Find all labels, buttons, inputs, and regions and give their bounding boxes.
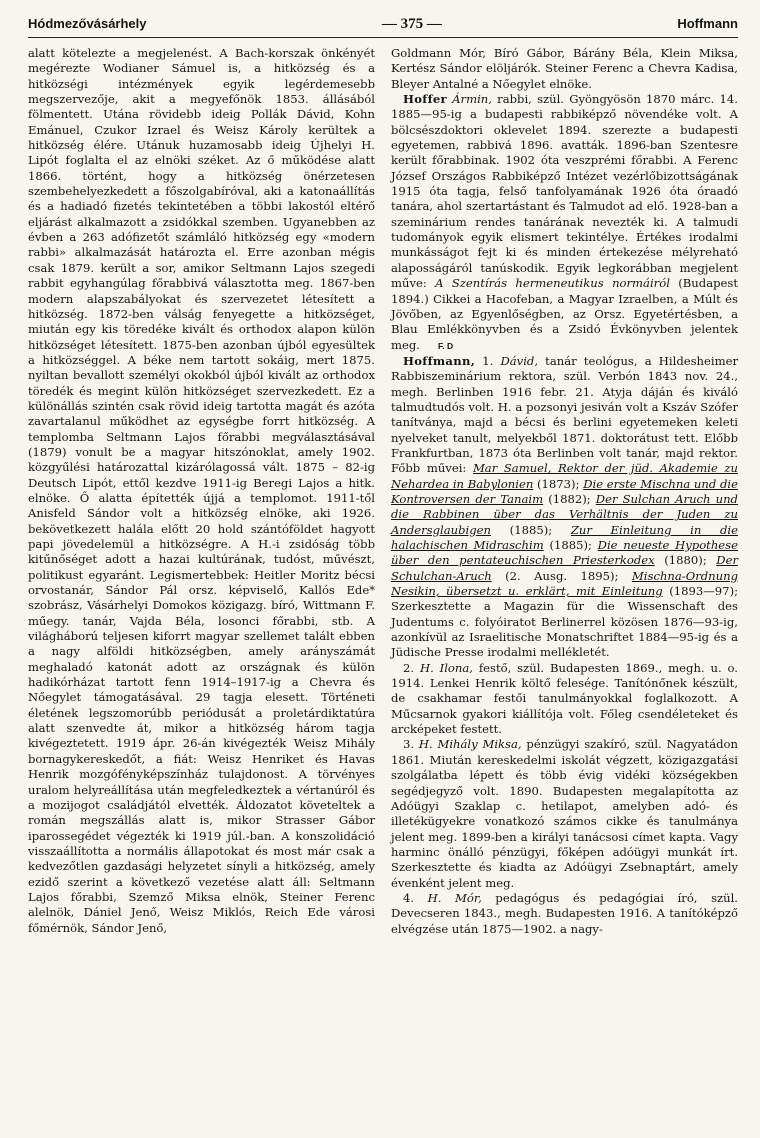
work-title: Zur Einleitung in die halachischen Midraschim — [391, 522, 738, 552]
entry-ilona-text: festő, szül. Budapesten 1869., megh. u. o. 1914. Lenkei Henrik költő felesége. Tanítónőnek készült, de csakhamar festői tanulmányokkal foglalkozott. A Műcsarnok gyakori kiállítója volt. Főleg csendéleteket és arcképeket festett. — [391, 660, 738, 737]
entry-mor-name: H. Mór, — [427, 890, 482, 905]
entry-mor — [391, 891, 738, 937]
entry-hoffer-text-a: rabbi, szül. Gyöngyösön 1870 márc. 14. 1885—95-ig a budapesti rabbiképző növendéke volt. A bölcsészdoktori oklevelet 1894. szerezte a budapesti egyetemen, rabbivá 1896. avatták. 1896-ban Szentesre került főrabbinak. 1902 óta veszprémi főrabbi. A Ferenc József Országos Rabbiképző Intézet vezérlőbizottságának 1915 óta tagja, felső tanfolyamának 1926 óta óraadó tanára, ahol szertartástant és Talmudot ad elő. 1928-ban a szeminárium rendes tanárának nevezték ki. A talmudi tudományok egyik elismert tekintélye. Értékes irodalmi munkásságot fejt ki és minden értekezése mélyreható alaposságáról tanúskodik. Egyik legkorábban megjelent műve: — [391, 92, 738, 291]
columns — [28, 46, 738, 937]
header-left: Hódmezővásárhely — [28, 16, 147, 31]
work-year: (2. Ausg. 1895); — [491, 568, 632, 583]
running-header — [28, 16, 738, 38]
entry-hoffmann-first: Dávid, — [500, 353, 539, 368]
entry-ilona-name: H. Ilona, — [419, 660, 473, 675]
left-column — [28, 46, 375, 937]
work-title: Der Schulchan-Aruch — [391, 553, 738, 583]
entry-hoffer-first: Ármin, — [452, 92, 492, 107]
entry-mihaly-text: pénzügyi szakíró, szül. Nagyatádon 1861. Miután kereskedelmi iskolát végzett, közigazgatási szolgálatba lépett és több évig vidéki községekben segédjegyző volt. 1890. Budapesten megalapította az Adóügyi Szaklap c. hetilapot, amelyben adó- és illetékügyekre vonatkozó számos cikke és tanulmánya jelent meg. 1899-ben a királyi tanácsosi címet kapta. Vagy harminc önálló pénzügyi, főképen adóügyi munkát írt. Szerkesztette és kiadta az Adóügyi Zsebnaptárt, amely évenként jelent meg. — [391, 737, 738, 890]
entry-ilona — [391, 661, 738, 738]
entry-mor-text: pedagógus és pedagógiai író, szül. Devecseren 1843., megh. Budapesten 1916. A tanítóképző elvégzése után 1875—1902. a nagy- — [391, 890, 738, 936]
work-title: Die neueste Hypothese über den pentateuchischen Priesterkodex — [391, 538, 738, 568]
entry-mihaly-name: H. Mihály Miksa, — [418, 737, 522, 752]
entry-hoffmann-name: Hoffmann, — [403, 353, 476, 368]
entry-ilona-num: 2. — [403, 660, 420, 675]
entry-hoffmann-text-a: tanár teológus, a Hildesheimer Rabbiszeminárium rektora, szül. Verbón 1843 nov. 24., megh. Berlinben 1916 febr. 21. Atyja dáján és kiváló talmudtudós volt. H. a pozsonyi jesiván volt a Kszáv Szófer tanítványa, majd a bécsi és berlini egyetemeken keleti nyelveket tanult, melyekből 1871. doktorátust tett. Előbb Frankfurtban, 1873 óta Berlinben volt tanár, majd rektor. Főbb művei: — [391, 353, 738, 476]
entry-hoffer — [391, 92, 738, 354]
entry-hoffer-text-b: (Budapest 1894.) Cikkei a Hacofeban, a Magyar Izraelben, a Múlt és Jövőben, az Egyenlőségben, az Orsz. Egyetértésben, a Blau Emlékkönyvben és a Zsidó Évkönyvben jelentek meg. — [391, 276, 738, 352]
work-year: (1880); — [654, 553, 717, 568]
entry-mihaly-num: 3. — [403, 737, 419, 752]
work-year: (1873); — [533, 476, 584, 491]
entry-hoffer-signature: F. D — [437, 340, 454, 351]
work-year: (1885); — [543, 538, 598, 552]
entry-hoffmann-text-b: Szerkesztette a Magazin für die Wissenschaft des Judentums c. folyóiratot Berlinerrel közösen 1876—93-ig, azonkívül az Israelitische Monatschriftet 1884—95-ig és a Jüdische Presse irodalmi mellékletét. — [391, 599, 738, 660]
entry-hoffmann-intro: 1. — [475, 353, 501, 368]
header-right: Hoffmann — [677, 16, 738, 31]
work-year: (1885); — [491, 522, 571, 537]
right-column — [391, 46, 738, 937]
work-title: Mischna-Ordnung Nesikin, übersetzt u. erklärt, mit Einleitung — [391, 568, 738, 599]
entry-mihaly — [391, 737, 738, 890]
entry-hoffmann — [391, 354, 738, 661]
left-paragraph: alatt kötelezte a megjelenést. A Bach-korszak önkényét megérezte Wodianer Sámuel is, a hitközség és a hitközségi intézmények egyik legérdemesebb megszervezője, akit a megyefőnök 1853. állásából fölmentett. Utána rövidebb ideig Pollák Dávid, Kohn Emánuel, Czukor Izrael és Weisz Károly kerültek a hitközség élére. Utánuk huzamosabb ideig Újhelyi H. Lipót foglalta el az elnöki széket. Az ő működése alatt 1866. történt, hogy a hitközség önérzetesen szembehelyezkedett a főszolgabíróval, aki a katonaállítás és a hadiadó fizetés tekintetében a többi lakostól eltérő eljárást alkalmazott a zsidókkal szemben. Ugyanebben az évben a 263 adófizetőt számláló hitközség egy «modern rabbi» alkalmazását határozta el. Erre azonban mégis csak 1879. került a sor, amikor Seltmann Lajos szegedi rabbit egyhangúlag főrabbivá választotta meg. 1867-ben modern alapszabályokat és szervezetet létesített a hitközség. 1872-ben válság fenyegette a hitközséget, miután egy kis töredéke kivált és orthodox alapon külön hitközséget létesített. 1875-ben azonban újból egyesültek a hitközséggel. A béke nem tartott sokáig, mert 1875. nyiltan bevallott személyi okokból újból kivált az orthodox töredék és megint külön hitközséget szervezkedett. Ez a különállás szintén csak rövid ideig tartotta magát és azóta zavartalanul működhet az egységbe forrt hitközség. A templomba Seltmann Lajos főrabbi megválasztásával (1879) vonult be a magyar hitszónoklat, amely 1902. közgyűlési határozattal kizárólagossá vált. 1875 – 82-ig Deutsch Lipót, ettől kezdve 1911-ig Beregi Lajos a hitk. elnöke. Ő alatta építették újjá a templomot. 1911-től Anisfeld Sándor volt a hitközség elnöke, aki 1926. bekövetkezett halála előtt 20 hold szántóföldet hagyott papi jövedelemül a hitközségre. A H.-i zsidóság több kitűnőséget adott a hazai kultúrának, tudóst, művészt, politikust egyaránt. Legismertebbek: Heitler Moritz bécsi orvostanár, Sándor Pál orsz. képviselő, Kallós Ede* szobrász, Vásárhelyi Domokos közigazg. bíró, Wittmann F. műegy. tanár, Vajda Béla, losonci főrabbi, stb. A világháború teljesen kiforrt magyar szellemet talált ebben a nagy alföldi hitközségben, amely arányszámát meghaladó katonát adott az országnak és külön hadikórházat tartott fenn 1914–1917-ig a Chevra és Nőegylet támogatásával. 29 tagja elesett. Történeti életének legszomorúbb periódusát a proletárdiktatúra alatt szenvedte át, mikor a hitközség három tagja kivégeztetett. 1919 ápr. 26-án kivégezték Weisz Mihály bornagykereskedőt, a fiát: Weisz Henriket és Havas Henrik mozgófényképszínház tulajdonost. A törvényes uralom helyreállítása után megfeledkeztek a vértanúról és a mozijogot családjától elvették. Áldozatot követeltek a román megszállás alatt is, mikor Strasser Gábor iparossegédet végezték ki 1919 júl.-ban. A konszolidáció visszaállította a normális állapotokat és most már csak a kedvezőtlen gazdasági helyzetet sínyli a hitközség, amely ezidő szerint a következő vezetése alatt áll: Seltmann Lajos főrabbi, Szemző Miksa elnök, Steiner Ferenc alelnök, Dániel Jenő, Weisz Miklós, Reich Ede városi főmérnök, Sándor Jenő, — [28, 46, 375, 935]
right-paragraph-continuation: Goldmann Mór, Bíró Gábor, Bárány Béla, Klein Miksa, Kertész Sándor elöljárók. Steiner Ferenc a Chevra Kadisa, Bleyer Antalné a Nőegylet elnöke. — [391, 46, 738, 91]
entry-mor-num: 4. — [403, 890, 428, 905]
page-number: — 375 — — [381, 16, 442, 32]
entry-hoffer-book: A Szentírás hermeneutikus normáiról — [435, 276, 670, 291]
work-title: Die erste Mischna und die Kontroversen der Tanaim — [391, 476, 738, 506]
entry-hoffer-name: Hoffer — [403, 92, 447, 107]
work-year: (1882); — [543, 491, 596, 506]
work-title: Der Sulchan Aruch und die Rabbinen über das Verhältnis der Juden zu Andersglaubigen — [391, 491, 738, 537]
work-year: (1893—97); — [662, 584, 738, 599]
work-title: Mar Samuel, Rektor der jüd. Akademie zu Nehardea in Babylonien — [391, 461, 738, 491]
